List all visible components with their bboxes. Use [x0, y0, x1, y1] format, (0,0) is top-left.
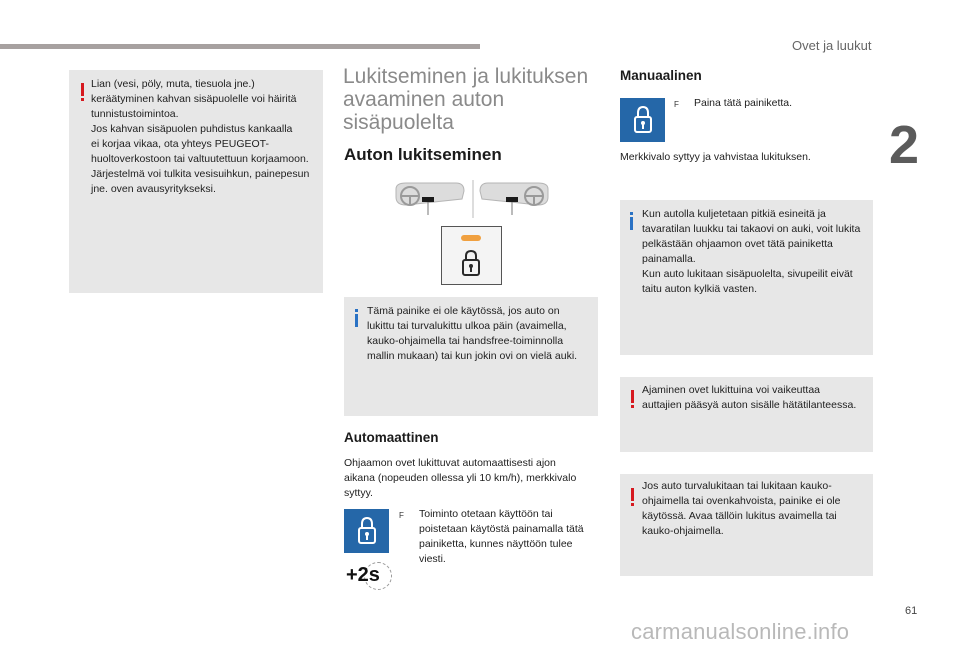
left-warning-text: Lian (vesi, pöly, muta, tiesuola jne.) keräätyminen kahvan sisäpuolelle voi häiritä tunnistustoimintoa. Jos kahvan sisäpuolen puhdistus kankaalla ei korjaa vikaa, ota yhteys PEUGEOT- huoltoverkostoon tai valtuutettuun korjaamoon. Järjestelmä voi tulkita vesisuihkun, painepesun jne. oven avausyritykseksi. — [91, 78, 310, 195]
lock-icon — [357, 516, 377, 546]
automatic-text: Ohjaamon ovet lukittuvat automaattisesti ajon aikana (nopeuden ollessa yli 10 km/h), merkkivalo syttyy. — [344, 457, 577, 499]
right-warning-box-2 — [620, 474, 873, 576]
middle-info-text: Tämä painike ei ole käytössä, jos auto on lukittu tai turvalukittu ulkoa päin (avaimella, kauko-ohjaimella tai handsfree-toiminnolla mallin mukaan) tai kun jokin ovi on vielä auki. — [367, 305, 578, 362]
bullet-icon: F — [399, 511, 404, 520]
lock-button-illustration — [441, 226, 502, 285]
warning-icon — [81, 83, 84, 101]
section-title: Ovet ja luukut — [792, 38, 872, 53]
press-duration-label — [344, 562, 392, 590]
page-number: 61 — [905, 605, 918, 617]
chapter-number: 2 — [889, 115, 920, 175]
info-icon — [355, 309, 358, 327]
bullet-icon: F — [674, 100, 679, 109]
sub-heading-manual: Manuaalinen — [620, 68, 702, 83]
main-heading: Lukitseminen ja lukituksen avaaminen auton sisäpuolelta — [343, 65, 589, 134]
right-warning-text-2: Jos auto turvalukitaan tai lukitaan kauko- ohjaimella tai ovenkahvoista, painike ei ole käytössä. Avaa tällöin lukitus avaimella tai kauko-ohjaimella. — [642, 480, 841, 537]
dashboard-illustration — [392, 179, 552, 219]
manual-lock-button-illustration — [620, 98, 665, 142]
indicator-led — [461, 235, 481, 241]
right-warning-box-1 — [620, 377, 873, 452]
sub-heading-locking: Auton lukitseminen — [344, 145, 502, 164]
right-info-text: Kun autolla kuljetetaan pitkiä esineitä ja tavaratilan luukku tai takaovi on auki, voit lukita pelkästään ohjaamon ovet tätä painiketta painamalla. Kun auto lukitaan sisäpuolelta, sivupeilit eivät taitu auton kylkiä vasten. — [642, 208, 861, 295]
lock-icon — [633, 105, 653, 135]
press-duration-text: +2s — [346, 564, 380, 586]
warning-icon — [631, 390, 634, 408]
middle-info-box — [344, 297, 598, 416]
sub-heading-automatic: Automaattinen — [344, 430, 439, 445]
auto-lock-button-illustration — [344, 509, 389, 553]
info-icon — [630, 212, 633, 230]
right-info-box — [620, 200, 873, 355]
lock-icon — [461, 249, 481, 277]
right-warning-text-1: Ajaminen ovet lukittuina voi vaikeuttaa auttajien pääsyä auton sisälle hätätilanteessa. — [642, 384, 857, 411]
watermark: carmanualsonline.info — [631, 619, 850, 644]
left-warning-box — [69, 70, 323, 293]
warning-icon — [631, 488, 634, 506]
header-bar — [0, 44, 480, 49]
manual-after-text: Merkkivalo syttyy ja vahvistaa lukituksen. — [620, 151, 811, 163]
automatic-bullet-text: Toiminto otetaan käyttöön tai poistetaan käytöstä painamalla tätä painiketta, kunnes näyttöön tulee viesti. — [419, 508, 584, 565]
manual-bullet-text: Paina tätä painiketta. — [694, 97, 793, 109]
